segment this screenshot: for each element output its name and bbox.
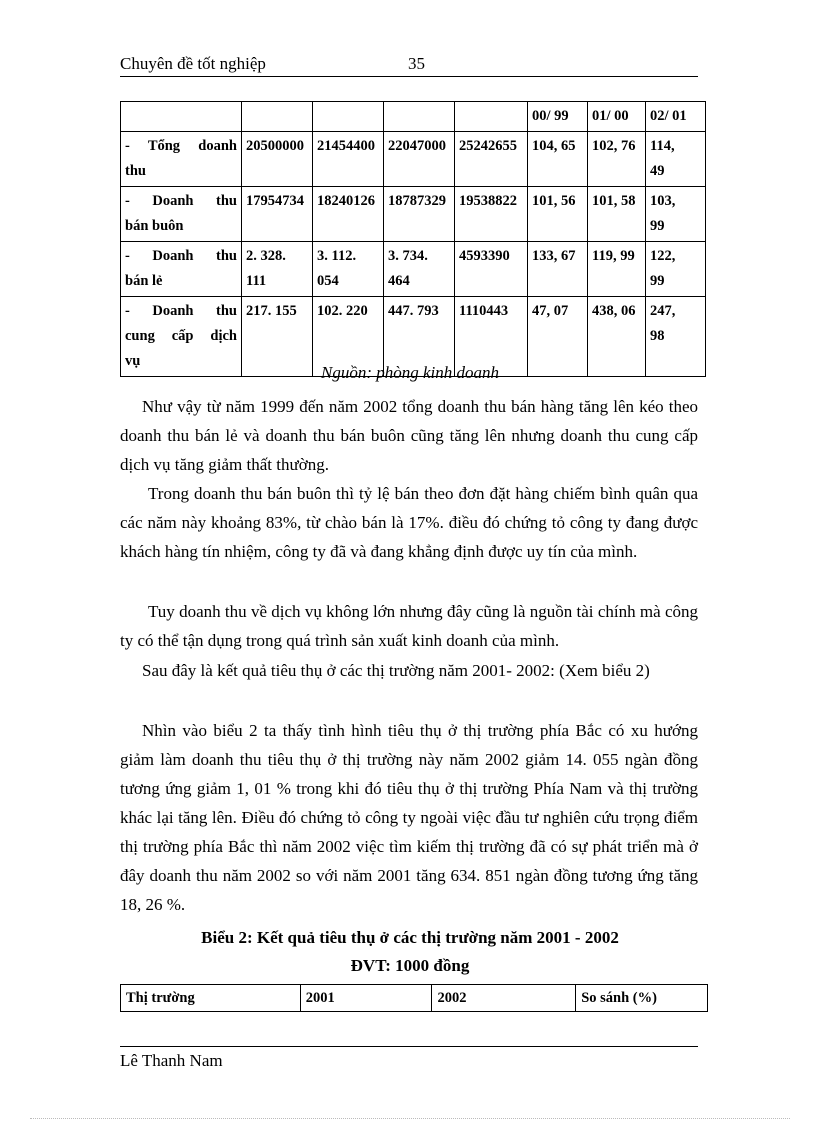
table-header-cell: Thị trường	[121, 985, 301, 1012]
cell-line: 18240126	[317, 193, 375, 209]
table-cell	[313, 187, 384, 242]
table-cell	[646, 187, 706, 242]
page-edge-divider	[30, 1118, 790, 1119]
cell-line: 101, 58	[592, 193, 636, 209]
cell-line: 99	[650, 218, 665, 234]
table-cell	[528, 242, 588, 297]
cell-line: 19538822	[459, 193, 517, 209]
table-cell	[455, 187, 528, 242]
table-header-cell	[313, 102, 384, 132]
row-label-cell	[121, 242, 242, 297]
table2-unit: ĐVT: 1000 đồng	[350, 956, 470, 975]
cell-line: cung cấp dịch	[125, 328, 237, 344]
cell-line: 133, 67	[532, 248, 576, 264]
table-header-cell: 2001	[300, 985, 432, 1012]
table-cell	[455, 242, 528, 297]
author-name: Lê Thanh Nam	[120, 1051, 223, 1070]
cell-line: vụ	[125, 353, 141, 369]
revenue-table	[120, 101, 706, 377]
row-label-cell	[121, 187, 242, 242]
cell-line: 447. 793	[388, 303, 439, 319]
paragraph-5: Nhìn vào biểu 2 ta thấy tình hình tiêu thụ ở thị trường phía Bắc có xu hướng giảm làm doanh thu tiêu thụ ở thị trường này năm 2002 giảm 14. 055 ngàn đồng tương ứng giảm 1, 01 % trong khi đó tiêu thụ ở thị trường Phía Nam và thị trường khác lại tăng lên. Điều đó chứng tỏ công ty ngoài việc đầu tư nghiên cứu trọng điểm thị trường phía Bắc thì năm 2002 việc tìm kiếm thị trường đã có sự phát triển mà ở đây doanh thu năm 2002 so với năm 2001 tăng 634. 851 ngàn đồng tương ứng tăng 18, 26 %.	[120, 721, 698, 914]
table-header-cell: 2002	[432, 985, 576, 1012]
cell-line: 104, 65	[532, 138, 576, 154]
table-header-cell: So sánh (%)	[576, 985, 708, 1012]
table-header-cell	[455, 102, 528, 132]
table-header-cell	[242, 102, 313, 132]
cell-line: 111	[246, 273, 267, 289]
cell-line: 054	[317, 273, 339, 289]
table-cell	[528, 132, 588, 187]
table-cell	[384, 132, 455, 187]
cell-line: 99	[650, 273, 665, 289]
cell-line: 102. 220	[317, 303, 368, 319]
table-row	[121, 187, 706, 242]
cell-line: 464	[388, 273, 410, 289]
cell-line: 25242655	[459, 138, 517, 154]
table-cell	[528, 187, 588, 242]
table-cell	[646, 242, 706, 297]
table-cell	[646, 132, 706, 187]
cell-line: 103,	[650, 193, 676, 209]
cell-line: - Doanh thu	[125, 248, 237, 264]
cell-line: 22047000	[388, 138, 446, 154]
cell-line: 119, 99	[592, 248, 635, 264]
document-title: Chuyên đề tốt nghiệp	[120, 54, 266, 73]
market-table	[120, 984, 708, 1012]
cell-line: - Tổng doanh	[125, 138, 237, 154]
cell-line: 438, 06	[592, 303, 636, 319]
table-row	[121, 132, 706, 187]
table2-caption: Biểu 2: Kết quả tiêu thụ ở các thị trường năm 2001 - 2002	[201, 928, 619, 947]
table-cell	[588, 242, 646, 297]
table-cell	[588, 187, 646, 242]
cell-line: 1110443	[459, 303, 509, 319]
table-cell	[384, 242, 455, 297]
cell-line: 20500000	[246, 138, 304, 154]
table-cell	[384, 187, 455, 242]
page-header	[120, 52, 698, 77]
row-label-cell	[121, 132, 242, 187]
cell-line: 4593390	[459, 248, 510, 264]
cell-line: 47, 07	[532, 303, 569, 319]
table-header-cell	[121, 102, 242, 132]
table-row	[121, 242, 706, 297]
table-header-cell: 02/ 01	[646, 102, 706, 132]
table-header-cell: 00/ 99	[528, 102, 588, 132]
table-header-row	[121, 102, 706, 132]
cell-line: 17954734	[246, 193, 304, 209]
cell-line: 3. 112.	[317, 248, 357, 264]
table-header-cell: 01/ 00	[588, 102, 646, 132]
page-footer	[120, 1046, 698, 1071]
table-cell	[313, 132, 384, 187]
cell-line: 98	[650, 328, 665, 344]
paragraph-3: Tuy doanh thu về dịch vụ không lớn nhưng đây cũng là nguồn tài chính mà công ty có thể tận dụng trong quá trình sản xuất kinh doanh của mình.	[120, 602, 698, 650]
cell-line: 102, 76	[592, 138, 636, 154]
cell-line: - Doanh thu	[125, 303, 237, 319]
table-cell	[588, 132, 646, 187]
table-cell	[455, 132, 528, 187]
cell-line: 3. 734.	[388, 248, 428, 264]
table-cell	[242, 132, 313, 187]
cell-line: thu	[125, 163, 146, 179]
cell-line: 122,	[650, 248, 676, 264]
cell-line: 2. 328.	[246, 248, 286, 264]
cell-line: bán buôn	[125, 218, 184, 234]
table-cell	[313, 242, 384, 297]
cell-line: 217. 155	[246, 303, 297, 319]
cell-line: - Doanh thu	[125, 193, 237, 209]
cell-line: bán lẻ	[125, 273, 163, 289]
cell-line: 114,	[650, 138, 675, 154]
table-header-cell	[384, 102, 455, 132]
table-source: Nguồn: phòng kinh doanh	[320, 363, 500, 382]
paragraph-4: Sau đây là kết quả tiêu thụ ở các thị trường năm 2001- 2002: (Xem biểu 2)	[142, 661, 650, 680]
table-cell	[242, 242, 313, 297]
page-number: 35	[408, 54, 425, 73]
cell-line: 247,	[650, 303, 676, 319]
cell-line: 49	[650, 163, 665, 179]
cell-line: 21454400	[317, 138, 375, 154]
table-row	[121, 985, 708, 1012]
paragraph-1: Như vậy từ năm 1999 đến năm 2002 tổng doanh thu bán hàng tăng lên kéo theo doanh thu bán lẻ và doanh thu bán buôn cũng tăng lên nhưng doanh thu cung cấp dịch vụ tăng giảm thất thường.	[120, 397, 698, 474]
table-cell	[242, 187, 313, 242]
cell-line: 18787329	[388, 193, 446, 209]
paragraph-2: Trong doanh thu bán buôn thì tỷ lệ bán theo đơn đặt hàng chiếm bình quân qua các năm này khoảng 83%, từ chào bán là 17%. điều đó chứng tỏ công ty đang được khách hàng tín nhiệm, công ty đã và đang khẳng định được uy tín của mình.	[120, 484, 698, 561]
cell-line: 101, 56	[532, 193, 576, 209]
